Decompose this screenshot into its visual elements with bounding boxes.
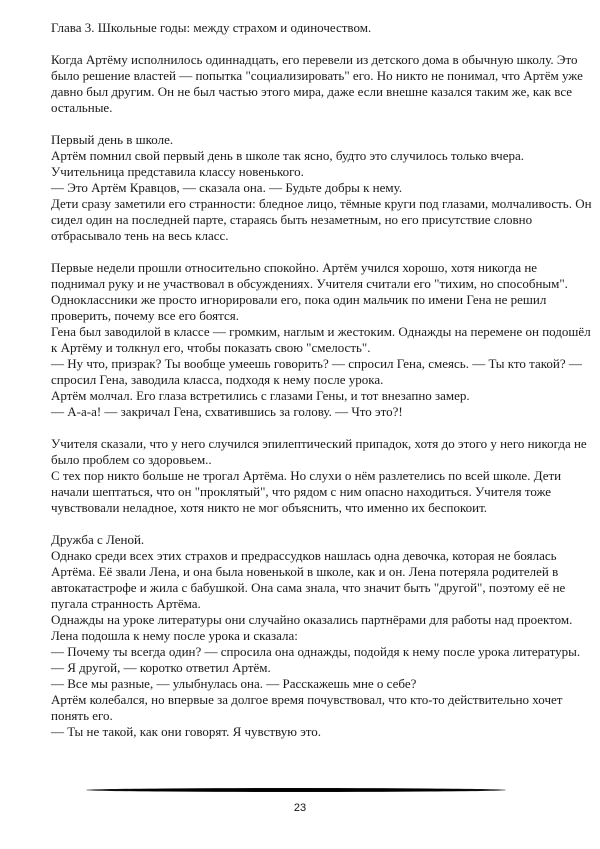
text-line: — Ну что, призрак? Ты вообще умеешь говорить? — спросил Гена, смеясь. — Ты кто такой? — xyxy=(51,356,582,371)
text-line: давно был другим. Он не был частью этого мира, даже если внешне казался таким же, как все xyxy=(51,84,573,99)
footer-divider xyxy=(86,788,506,792)
paragraph xyxy=(51,532,592,740)
text-line: Учительница представила классу новенького. xyxy=(51,164,304,179)
paragraph-spacer xyxy=(51,516,592,532)
text-line: Артём помнил свой первый день в школе так ясно, будто это случилось только вчера. xyxy=(51,148,525,163)
text-line: — Все мы разные, — улыбнулась она. — Расскажешь мне о себе? xyxy=(51,676,417,691)
text-line: — Я другой, — коротко ответил Артём. xyxy=(51,660,271,675)
text-line: поднимал руку и не участвовал в обсуждениях. Учителя считали его "тихим, но способным". xyxy=(51,276,568,291)
text-line: к Артёму и толкнул его, чтобы показать свою "смелость". xyxy=(51,340,371,355)
paragraph xyxy=(51,52,592,116)
paragraph xyxy=(51,436,592,516)
text-line: — А-а-а! — закричал Гена, схватившись за голову. — Что это?! xyxy=(51,404,403,419)
paragraph-spacer xyxy=(51,244,592,260)
text-line: чувствовали неладное, хотя никто не мог объяснить, что именно их беспокоит. xyxy=(51,500,488,515)
text-line: — Ты не такой, как они говорят. Я чувствую это. xyxy=(51,724,322,739)
text-line: Первый день в школе. xyxy=(51,132,174,147)
text-line: Первые недели прошли относительно спокойно. Артём учился хорошо, хотя никогда не xyxy=(51,260,538,275)
text-line: сидел один на последней парте, стараясь быть незаметным, но его присутствие словно xyxy=(51,212,533,227)
text-line: пугала странность Артёма. xyxy=(51,596,201,611)
chapter-title: Глава 3. Школьные годы: между страхом и одиночеством. xyxy=(51,20,372,35)
text-line: начали шептаться, что он "проклятый", что рядом с ним опасно находиться. Учителя тоже xyxy=(51,484,552,499)
page-number: 23 xyxy=(293,802,307,814)
text-line: С тех пор никто больше не трогал Артёма. Но слухи о нём разлетелись по всей школе. Дети xyxy=(51,468,562,483)
text-line: Дети сразу заметили его странности: бледное лицо, тёмные круги под глазами, молчаливость. Он xyxy=(51,196,592,211)
text-line: Артёма. Её звали Лена, и она была новенькой в школе, как и он. Лена потеряла родителей в xyxy=(51,564,559,579)
paragraph-spacer xyxy=(51,116,592,132)
text-line: Артём молчал. Его глаза встретились с глазами Гены, и тот внезапно замер. xyxy=(51,388,470,403)
text-line: Гена был заводилой в классе — громким, наглым и жестоким. Однажды на перемене он подошёл xyxy=(51,324,591,339)
text-line: Лена подошла к нему после урока и сказала: xyxy=(51,628,298,643)
text-line: было проблем со здоровьем.. xyxy=(51,452,212,467)
text-line: Одноклассники же просто игнорировали его, пока один мальчик по имени Гена не решил xyxy=(51,292,547,307)
text-line: автокатастрофе и жила с бабушкой. Она сама знала, что значит быть "другой", поэтому её не xyxy=(51,580,566,595)
text-line: проверить, почему все его боятся. xyxy=(51,308,239,323)
text-line: — Почему ты всегда один? — спросила она однажды, подойдя к нему после урока литературы. xyxy=(51,644,581,659)
text-line: остальные. xyxy=(51,100,113,115)
text-line: Артём колебался, но впервые за долгое время почувствовал, что кто-то действительно хочет xyxy=(51,692,563,707)
text-line: спросил Гена, заводила класса, подходя к нему после урока. xyxy=(51,372,384,387)
text-line: Однажды на уроке литературы они случайно оказались партнёрами для работы над проектом. xyxy=(51,612,573,627)
paragraph-spacer xyxy=(51,420,592,436)
text-line: Когда Артёму исполнилось одиннадцать, его перевели из детского дома в обычную школу. Это xyxy=(51,52,578,67)
text-line: отбрасывало тень на весь класс. xyxy=(51,228,229,243)
text-line: — Это Артём Кравцов, — сказала она. — Будьте добры к нему. xyxy=(51,180,403,195)
text-line: было решение властей — попытка "социализировать" его. Но никто не понимал, что Артём уже xyxy=(51,68,583,83)
text-line: Однако среди всех этих страхов и предрассудков нашлась одна девочка, которая не боялась xyxy=(51,548,557,563)
text-line: Дружба с Леной. xyxy=(51,532,145,547)
page-body xyxy=(51,20,592,740)
paragraph xyxy=(51,132,592,244)
paragraph-spacer xyxy=(51,36,592,52)
text-line: понять его. xyxy=(51,708,113,723)
paragraph xyxy=(51,260,592,420)
text-line: Учителя сказали, что у него случился эпилептический припадок, хотя до этого у него никогда не xyxy=(51,436,587,451)
